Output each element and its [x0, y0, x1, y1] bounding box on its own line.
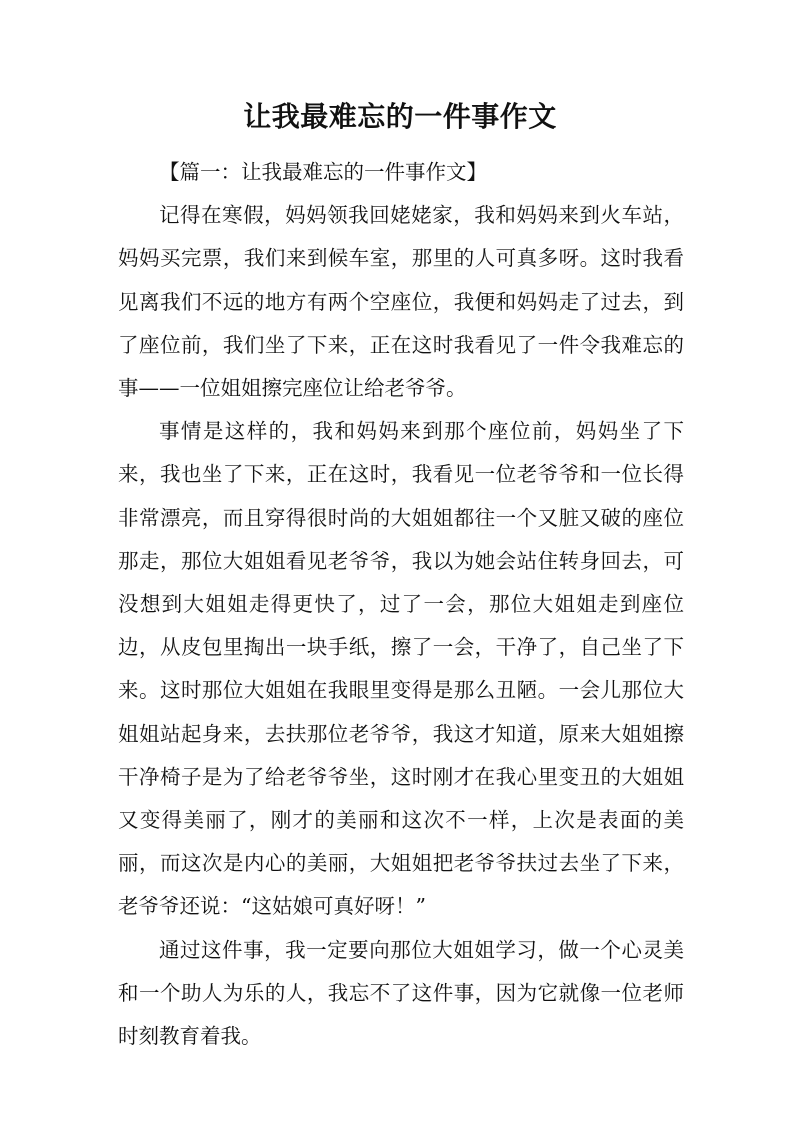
document-title: 让我最难忘的一件事作文: [243, 100, 557, 133]
paragraph-1: 记得在寒假，妈妈领我回姥姥家，我和妈妈来到火车站，妈妈买完票，我们来到候车室，那里的人可真多呀。这时我看见离我们不远的地方有两个空座位，我便和妈妈走了过去，到了座位前，我们坐了下来，正在这时我看见了一件令我难忘的事——一位姐姐擦完座位让给老爷爷。: [118, 203, 684, 401]
paragraph-2: 事情是这样的，我和妈妈来到那个座位前，妈妈坐了下来，我也坐了下来，正在这时，我看见一位老爷爷和一位长得非常漂亮，而且穿得很时尚的大姐姐都往一个又脏又破的座位那走，那位大姐姐看见老爷爷，我以为她会站住转身回去，可没想到大姐姐走得更快了，过了一会，那位大姐姐走到座位边，从皮包里掏出一块手纸，擦了一会，干净了，自己坐了下来。这时那位大姐姐在我眼里变得是那么丑陋。一会儿那位大姐姐站起身来，去扶那位老爷爷，我这才知道，原来大姐姐擦干净椅子是为了给老爷爷坐，这时刚才在我心里变丑的大姐姐又变得美丽了，刚才的美丽和这次不一样，上次是表面的美丽，而这次是内心的美丽，大姐姐把老爷爷扶过去坐了下来，老爷爷还说：“这姑娘可真好呀！”: [118, 419, 684, 919]
paragraph-3: 通过这件事，我一定要向那位大姐姐学习，做一个心灵美和一个助人为乐的人，我忘不了这件事，因为它就像一位老师时刻教育着我。: [118, 937, 684, 1049]
section-heading: 【篇一：让我最难忘的一件事作文】: [159, 160, 487, 184]
document-body: [118, 151, 684, 1058]
